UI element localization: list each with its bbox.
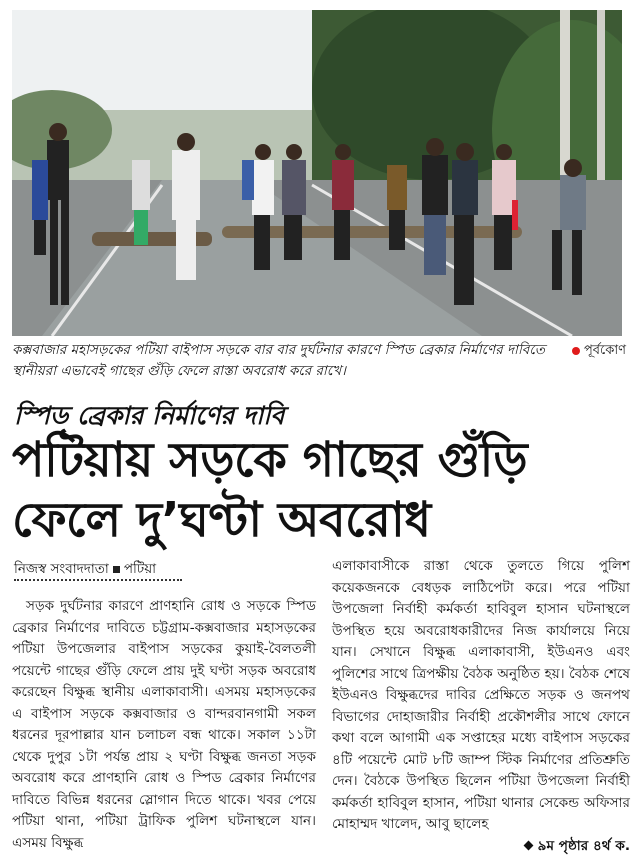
continued-jump[interactable] xyxy=(332,836,630,858)
headline-line-2: ফেলে দু’ঘণ্টা অবরোধ xyxy=(12,492,431,548)
separator-square-icon xyxy=(113,566,120,573)
headline xyxy=(12,430,632,550)
article-column-2-text: এলাকাবাসীকে রাস্তা থেকে তুলতে গিয়ে পুলিশ কয়েকজনকে বেধড়ক লাঠিপেটা করে। পরে পটিয়া উপজেলা নির্বাহী কর্মকর্তা হাবিবুল হাসান ঘটনাস্থলে উপস্থিত হয়ে অবরোধকারীদের নিজ কার্যালয়ে নিয়ে যান। সেখানে বিক্ষুব্ধ এলাকাবাসী, ইউএনও এবং পুলিশের সাথে ত্রিপক্ষীয় বৈঠক অনুষ্ঠিত হয়। বৈঠক শেষে ইউএনও বিক্ষুব্ধদের দাবির প্রেক্ষিতে সড়ক ও জনপথ বিভাগের দোহাজারীর নির্বাহী প্রকৌশলীর সাথে ফোনে কথা বলে আগামী এক সপ্তাহের মধ্যে বাইপাস সড়কের ৪টি পয়েন্টে মোট ৮টি জাম্প স্টিক নির্মাণের প্রতিশ্রুতি দেন। বৈঠকে উপস্থিত ছিলেন পটিয়া উপজেলা নির্বাহী কর্মকর্তা হাবিবুল হাসান, পটিয়া থানার সেকেন্ড অফিসার মোহাম্মদ খালেদ, আবু ছালেহ xyxy=(332,558,630,832)
kicker: স্পিড ব্রেকার নির্মাণের দাবি xyxy=(14,401,285,430)
road-blockade-photo xyxy=(12,10,622,336)
photo-credit-text: পূর্বকোণ xyxy=(583,343,626,358)
photo-credit xyxy=(572,340,626,361)
headline-line-1: পটিয়ায় সড়কে গাছের গুঁড়ি xyxy=(12,432,528,488)
byline xyxy=(14,558,156,581)
byline-divider xyxy=(14,579,182,581)
photo-caption xyxy=(12,340,626,382)
diamond-icon xyxy=(523,841,533,851)
byline-place: পটিয়া xyxy=(123,561,157,577)
continued-jump-text: ৯ম পৃষ্ঠার ৪র্থ ক. xyxy=(537,837,630,854)
news-photo xyxy=(12,10,622,336)
photo-caption-text: কক্সবাজার মহাসড়কের পটিয়া বাইপাস সড়কে বার বার দুর্ঘটনার কারণে স্পিড ব্রেকার নির্মাণের দাবিতে স্থানীয়রা এভাবেই গাছের গুঁড়ি ফেলে রাস্তা অবরোধ করে রাখে। xyxy=(12,342,545,379)
article-column-1: সড়ক দুর্ঘটনার কারণে প্রাণহানি রোধ ও সড়কে স্পিড ব্রেকার নির্মাণের দাবিতে চট্টগ্রাম-কক্সবাজার মহাসড়কের পটিয়া উপজেলার বাইপাস সড়কের কুয়াই-বৈলতলী পয়েন্টে গাছের গুঁড়ি ফেলে প্রায় দুই ঘণ্টা সড়ক অবরোধ করেছেন বিক্ষুব্ধ স্থানীয় এলাকাবাসী। এসময় মহাসড়কের এ বাইপাস সড়কে কক্সবাজার ও বান্দরবানগামী সকল ধরনের দূরপাল্লার যান চলাচল বন্ধ থাকে। সকাল ১১টা থেকে দুপুর ১টা পর্যন্ত প্রায় ২ ঘণ্টা বিক্ষুব্ধ জনতা সড়ক অবরোধ করে প্রাণহানি রোধ ও স্পিড ব্রেকার নির্মাণের দাবিতে বিভিন্ন ধরনের স্লোগান দিতে থাকে। খবর পেয়ে পটিয়া থানা, পটিয়া ট্রাফিক পুলিশ ঘটনাস্থলে যান। এসময় বিক্ষুব্ধ xyxy=(12,598,316,851)
credit-dot-icon xyxy=(572,347,580,355)
article-column-2 xyxy=(332,556,630,857)
byline-reporter: নিজস্ব সংবাদদাতা xyxy=(14,561,109,577)
